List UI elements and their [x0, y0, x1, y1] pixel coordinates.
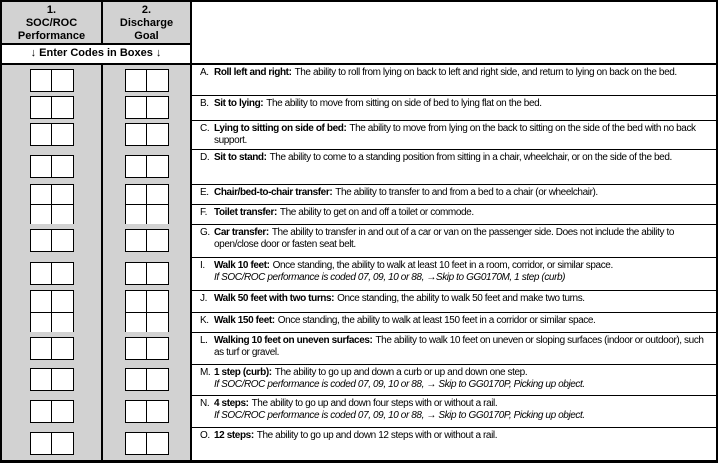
item-description: Once standing, the ability to walk 50 feet and make two turns.: [337, 293, 585, 304]
item-title: Sit to stand:: [214, 152, 267, 163]
item-description: The ability to go up and down four steps with or without a rail.: [251, 398, 498, 409]
item-row-l: [2, 332, 716, 364]
performance-code-box-l-2[interactable]: [52, 337, 74, 360]
performance-code-box-d-2[interactable]: [52, 155, 74, 178]
item-title: Walk 150 feet:: [214, 315, 275, 326]
item-letter: M.: [200, 367, 211, 378]
goal-code-box-j-2[interactable]: [147, 290, 169, 313]
performance-code-cell-a: [2, 65, 103, 95]
item-row-d: [2, 149, 716, 184]
performance-code-box-pair-o: [30, 432, 74, 455]
item-content: [214, 335, 716, 359]
goal-code-box-pair-a: [125, 69, 169, 92]
goal-code-box-i-2[interactable]: [147, 262, 169, 285]
performance-code-cell-c: [2, 120, 103, 149]
goal-code-box-o-1[interactable]: [125, 432, 147, 455]
performance-code-box-pair-c: [30, 123, 74, 146]
goal-code-box-a-1[interactable]: [125, 69, 147, 92]
item-title: Car transfer:: [214, 227, 269, 238]
item-letter: D.: [200, 152, 210, 163]
item-letter: N.: [200, 398, 210, 409]
performance-code-box-o-2[interactable]: [52, 432, 74, 455]
performance-code-box-l-1[interactable]: [30, 337, 52, 360]
performance-code-box-j-2[interactable]: [52, 290, 74, 313]
goal-code-box-j-1[interactable]: [125, 290, 147, 313]
column-1-title-line2: Performance: [17, 30, 86, 42]
item-text-line: [214, 367, 711, 379]
performance-code-box-o-1[interactable]: [30, 432, 52, 455]
item-description-cell-b: [192, 95, 716, 120]
goal-code-box-d-1[interactable]: [125, 155, 147, 178]
goal-code-box-n-1[interactable]: [125, 400, 147, 423]
item-text-line: [214, 430, 711, 442]
goal-code-box-pair-g: [125, 229, 169, 252]
performance-code-box-d-1[interactable]: [30, 155, 52, 178]
performance-code-box-j-1[interactable]: [30, 290, 52, 313]
performance-code-cell-o: [2, 427, 103, 460]
item-letter: I.: [200, 260, 205, 271]
performance-code-box-b-2[interactable]: [52, 96, 74, 119]
goal-code-box-o-2[interactable]: [147, 432, 169, 455]
item-description-cell-m: [192, 364, 716, 395]
enter-codes-banner: ↓ Enter Codes in Boxes ↓: [2, 45, 192, 63]
item-letter: L.: [200, 335, 208, 346]
item-letter: E.: [200, 187, 209, 198]
goal-code-cell-c: [103, 120, 192, 149]
item-content: [214, 98, 716, 110]
item-letter: C.: [200, 123, 210, 134]
item-description-cell-n: [192, 395, 716, 427]
item-description: The ability to get on and off a toilet or commode.: [279, 207, 474, 218]
performance-code-box-c-2[interactable]: [52, 123, 74, 146]
goal-code-cell-o: [103, 427, 192, 460]
item-text-line: [214, 227, 711, 251]
item-letter: O.: [200, 430, 210, 441]
performance-code-cell-m: [2, 364, 103, 395]
goal-code-cell-a: [103, 65, 192, 95]
performance-code-box-g-1[interactable]: [30, 229, 52, 252]
item-title: Roll left and right:: [214, 67, 292, 78]
item-description-cell-a: [192, 65, 716, 95]
item-description: The ability to transfer in and out of a car or van on the passenger side. Does not include the ability to open/close door or fasten seat belt.: [214, 227, 674, 250]
item-text-line: [214, 67, 711, 79]
goal-code-cell-d: [103, 149, 192, 184]
goal-code-cell-l: [103, 332, 192, 364]
column-2-title-line2: Goal: [134, 30, 159, 42]
item-title: Chair/bed-to-chair transfer:: [214, 187, 333, 198]
item-title: Walking 10 feet on uneven surfaces:: [214, 335, 373, 346]
item-text-line: [214, 398, 711, 410]
item-content: [214, 367, 716, 391]
goal-code-box-l-1[interactable]: [125, 337, 147, 360]
item-row-f: [2, 204, 716, 224]
performance-code-box-m-1[interactable]: [30, 368, 52, 391]
performance-code-box-pair-d: [30, 155, 74, 178]
item-description-cell-o: [192, 427, 716, 460]
item-row-c: [2, 120, 716, 149]
performance-code-cell-j: [2, 290, 103, 313]
performance-code-box-a-1[interactable]: [30, 69, 52, 92]
item-content: [214, 123, 716, 147]
item-title: Walk 10 feet:: [214, 260, 270, 271]
item-description: Once standing, the ability to walk at least 10 feet in a room, corridor, or similar space.: [272, 260, 613, 271]
item-content: [214, 398, 716, 422]
performance-code-cell-i: [2, 257, 103, 290]
goal-code-box-pair-b: [125, 96, 169, 119]
goal-code-box-pair-i: [125, 262, 169, 285]
item-title: Sit to lying:: [214, 98, 264, 109]
item-letter: A.: [200, 67, 209, 78]
performance-code-cell-l: [2, 332, 103, 364]
item-description-cell-c: [192, 120, 716, 149]
header-empty-space: [192, 2, 716, 45]
item-text-line: [214, 293, 711, 305]
item-text-line: [214, 335, 711, 359]
enter-codes-banner-row: [2, 45, 716, 65]
item-text-line: [214, 260, 711, 272]
item-row-m: [2, 364, 716, 395]
item-row-g: [2, 224, 716, 257]
item-skip-note: If SOC/ROC performance is coded 07, 09, 10 or 88, →Skip to GG0170M, 1 step (curb): [214, 272, 566, 283]
item-description: The ability to walk 10 feet on uneven or sloping surfaces (indoor or outdoor), such as turf or gravel.: [214, 335, 704, 358]
item-row-o: [2, 427, 716, 460]
item-description-cell-i: [192, 257, 716, 290]
goal-code-box-a-2[interactable]: [147, 69, 169, 92]
goal-code-box-c-1[interactable]: [125, 123, 147, 146]
goal-code-box-pair-n: [125, 400, 169, 423]
performance-code-box-pair-i: [30, 262, 74, 285]
item-row-i: [2, 257, 716, 290]
column-2-title-line1: Discharge: [119, 17, 174, 29]
form-header: [2, 2, 716, 45]
item-text-line: [214, 207, 711, 219]
item-letter: K.: [200, 315, 209, 326]
performance-code-box-pair-n: [30, 400, 74, 423]
performance-code-box-pair-j: [30, 290, 74, 313]
item-content: [214, 315, 716, 327]
item-description-cell-j: [192, 290, 716, 313]
goal-code-cell-i: [103, 257, 192, 290]
column-2-number: 2.: [141, 4, 152, 16]
goal-code-box-pair-m: [125, 368, 169, 391]
item-row-b: [2, 95, 716, 120]
performance-code-box-pair-a: [30, 69, 74, 92]
item-text-line: [214, 187, 711, 199]
item-letter: G.: [200, 227, 210, 238]
performance-code-box-pair-b: [30, 96, 74, 119]
item-content: [214, 152, 716, 164]
column-1-title-line1: SOC/ROC: [25, 17, 78, 29]
item-text-line: [214, 315, 711, 327]
goal-code-box-pair-c: [125, 123, 169, 146]
item-description: Once standing, the ability to walk at least 150 feet in a corridor or similar space.: [277, 315, 596, 326]
goal-code-box-pair-o: [125, 432, 169, 455]
item-description: The ability to transfer to and from a bed to a chair (or wheelchair).: [335, 187, 598, 198]
item-description: The ability to move from sitting on side of bed to lying flat on the bed.: [266, 98, 542, 109]
column-1-number: 1.: [46, 4, 57, 16]
item-skip-note: If SOC/ROC performance is coded 07, 09, 10 or 88, → Skip to GG0170P, Picking up object.: [214, 379, 585, 390]
item-description-cell-d: [192, 149, 716, 184]
banner-empty-space: [192, 45, 716, 63]
goal-code-box-l-2[interactable]: [147, 337, 169, 360]
item-content: [214, 293, 716, 305]
goal-code-cell-b: [103, 95, 192, 120]
goal-code-cell-g: [103, 224, 192, 257]
goal-code-box-pair-d: [125, 155, 169, 178]
item-content: [214, 430, 716, 442]
item-text-line: [214, 152, 711, 164]
item-description: The ability to go up and down a curb or up and down one step.: [274, 367, 528, 378]
item-content: [214, 260, 716, 284]
item-description-cell-g: [192, 224, 716, 257]
item-text-line: [214, 123, 711, 147]
goal-code-cell-j: [103, 290, 192, 313]
item-row-j: [2, 290, 716, 312]
performance-code-cell-d: [2, 149, 103, 184]
goal-code-cell-n: [103, 395, 192, 427]
item-row-n: [2, 395, 716, 427]
item-content: [214, 207, 716, 219]
item-row-k: [2, 312, 716, 332]
goal-code-box-g-2[interactable]: [147, 229, 169, 252]
column-header-soc-roc-performance: [2, 2, 103, 45]
item-description-cell-l: [192, 332, 716, 364]
performance-code-box-pair-l: [30, 337, 74, 360]
performance-code-box-g-2[interactable]: [52, 229, 74, 252]
item-title: Walk 50 feet with two turns:: [214, 293, 335, 304]
goal-code-box-d-2[interactable]: [147, 155, 169, 178]
item-content: [214, 67, 716, 79]
performance-code-box-a-2[interactable]: [52, 69, 74, 92]
goal-code-box-c-2[interactable]: [147, 123, 169, 146]
item-description: The ability to go up and down 12 steps with or without a rail.: [256, 430, 498, 441]
performance-code-box-c-1[interactable]: [30, 123, 52, 146]
item-text-line: [214, 98, 711, 110]
item-description: The ability to roll from lying on back to left and right side, and return to lying on back on the bed.: [294, 67, 677, 78]
performance-code-box-b-1[interactable]: [30, 96, 52, 119]
item-title: Lying to sitting on side of bed:: [214, 123, 347, 134]
performance-code-box-i-2[interactable]: [52, 262, 74, 285]
performance-code-box-n-2[interactable]: [52, 400, 74, 423]
column-header-discharge-goal: [103, 2, 192, 45]
goal-code-box-g-1[interactable]: [125, 229, 147, 252]
performance-code-box-m-2[interactable]: [52, 368, 74, 391]
performance-code-box-i-1[interactable]: [30, 262, 52, 285]
goal-code-box-b-1[interactable]: [125, 96, 147, 119]
item-description: The ability to come to a standing position from sitting in a chair, wheelchair, or on the side of the bed.: [269, 152, 672, 163]
goal-code-cell-m: [103, 364, 192, 395]
item-letter: B.: [200, 98, 209, 109]
item-title: Toilet transfer:: [214, 207, 277, 218]
performance-code-box-n-1[interactable]: [30, 400, 52, 423]
item-title: 12 steps:: [214, 430, 254, 441]
goal-code-box-pair-j: [125, 290, 169, 313]
item-description: The ability to move from lying on the back to sitting on the side of the bed with no back support.: [214, 123, 696, 146]
performance-code-cell-g: [2, 224, 103, 257]
item-letter: J.: [200, 293, 207, 304]
item-letter: F.: [200, 207, 207, 218]
goal-code-box-i-1[interactable]: [125, 262, 147, 285]
performance-code-cell-n: [2, 395, 103, 427]
item-row-e: [2, 184, 716, 204]
performance-code-box-pair-m: [30, 368, 74, 391]
performance-code-cell-b: [2, 95, 103, 120]
goal-code-box-b-2[interactable]: [147, 96, 169, 119]
item-content: [214, 227, 716, 251]
goal-code-box-m-1[interactable]: [125, 368, 147, 391]
item-title: 4 steps:: [214, 398, 249, 409]
goal-code-box-n-2[interactable]: [147, 400, 169, 423]
goal-code-box-m-2[interactable]: [147, 368, 169, 391]
goal-code-box-pair-l: [125, 337, 169, 360]
item-row-a: [2, 65, 716, 95]
form-body: [2, 65, 716, 460]
item-title: 1 step (curb):: [214, 367, 272, 378]
performance-code-box-pair-g: [30, 229, 74, 252]
item-skip-note: If SOC/ROC performance is coded 07, 09, 10 or 88, → Skip to GG0170P, Picking up object.: [214, 410, 585, 421]
item-content: [214, 187, 716, 199]
